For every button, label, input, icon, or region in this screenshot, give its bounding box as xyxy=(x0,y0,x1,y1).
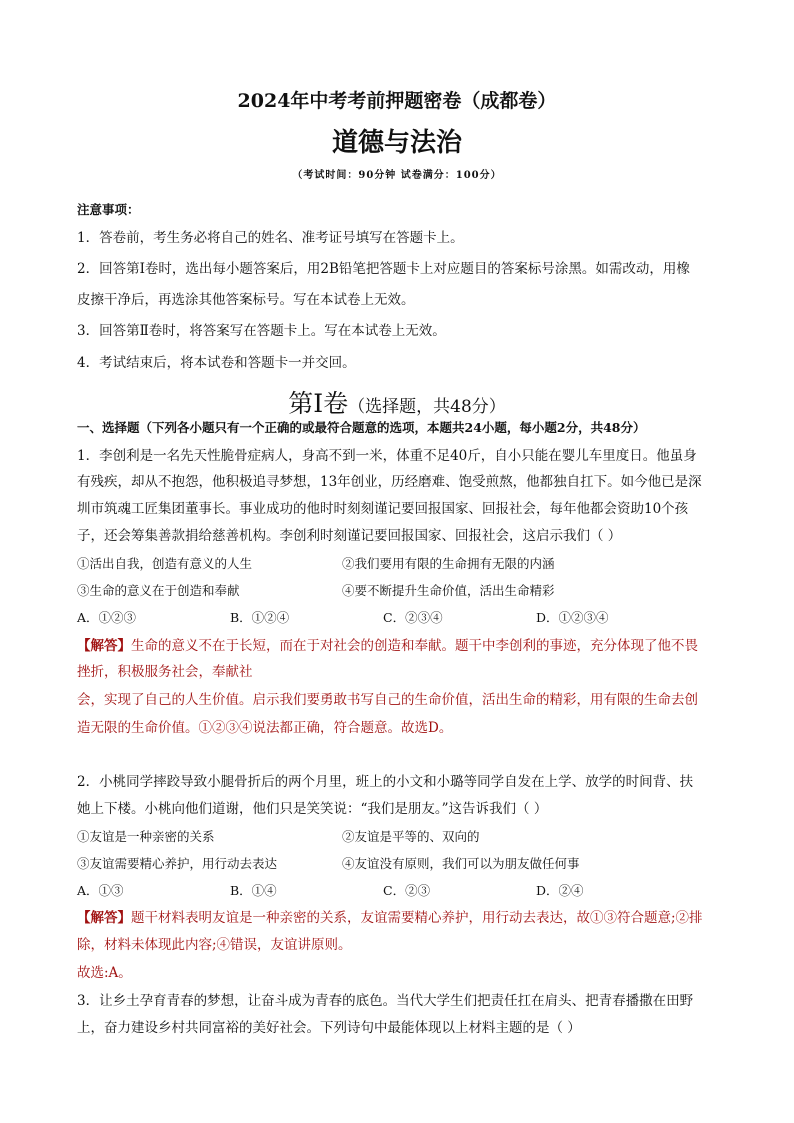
question-2-statement: ①友谊是一种亲密的关系 xyxy=(77,829,215,844)
question-2-option-b: B．①④ xyxy=(230,883,277,898)
question-1-answer-text: 生命的意义不在于长短，而在于对社会的创造和奉献。题干中李创利的事迹，充分体现了他不畏 xyxy=(131,638,698,654)
question-2-stem-line: 她上下楼。小桃向他们道谢，他们只是笑笑说：“我们是朋友。”这告诉我们（ ） xyxy=(77,801,548,817)
question-1-option-b: B．①②④ xyxy=(230,610,290,625)
question-1-answer-line xyxy=(77,636,698,656)
question-1-stem-line: 1．李创利是一名先天性脆骨症病人，身高不到一米，体重不足40斤，自小只能在婴儿车里度日。他虽身 xyxy=(77,448,697,464)
question-1-stem-line: 子，还会筹集善款捐给慈善机构。李创利时刻谨记要回报国家、回报社会，这启示我们（ ） xyxy=(77,528,622,544)
question-3-stem-line: 上，奋力建设乡村共同富裕的美好社会。下列诗句中最能体现以上材料主题的是（ ） xyxy=(77,1020,581,1036)
question-1-answer-line: 会，实现了自己的人生价值。启示我们要勇敢书写自己的生命价值，活出生命的精彩，用有限的生命去创 xyxy=(77,692,698,708)
notice-item: 4．考试结束后，将本试卷和答题卡一并交回。 xyxy=(77,355,356,371)
exam-title: 2024年中考考前押题密卷（成都卷） xyxy=(237,90,557,112)
section-instruction: 一、选择题（下列各小题只有一个正确的或最符合题意的选项，本题共24小题，每小题2分，共48分） xyxy=(77,420,646,435)
question-1-option-d: D．①②③④ xyxy=(536,610,609,625)
question-2-statement: ④友谊没有原则，我们可以为朋友做任何事 xyxy=(342,856,580,871)
question-2-statement: ②友谊是平等的、双向的 xyxy=(342,829,480,844)
question-1-statement: ②我们要用有限的生命拥有无限的内涵 xyxy=(342,556,555,571)
question-2-stem-line: 2．小桃同学摔跤导致小腿骨折后的两个月里，班上的小文和小璐等同学自发在上学、放学的时间背、扶 xyxy=(77,774,694,790)
notice-item: 2．回答第Ⅰ卷时，选出每小题答案后，用2B铅笔把答题卡上对应题目的答案标号涂黑。如需改动，用橡 xyxy=(77,261,690,277)
section-title xyxy=(0,384,794,420)
question-1-statement: ①活出自我，创造有意义的人生 xyxy=(77,556,253,571)
notice-item: 1．答卷前，考生务必将自己的姓名、准考证号填写在答题卡上。 xyxy=(77,230,464,246)
answer-tag: 【解答】 xyxy=(77,638,131,654)
question-1-option-c: C．②③④ xyxy=(383,610,443,625)
question-2-statement: ③友谊需要精心养护，用行动去表达 xyxy=(77,856,278,871)
section-title-sub: （选择题，共48分） xyxy=(348,397,506,417)
exam-info: （考试时间：90分钟 试卷满分：100分） xyxy=(292,170,502,181)
question-1-option-a: A．①②③ xyxy=(77,610,137,625)
notice-item: 皮擦干净后，再选涂其他答案标号。写在本试卷上无效。 xyxy=(77,292,415,308)
answer-tag: 【解答】 xyxy=(77,910,131,926)
question-2-conclusion: 故选:A。 xyxy=(77,965,132,981)
question-2-answer-line: 除，材料未体现此内容;④错误，友谊讲原则。 xyxy=(77,937,352,953)
question-2-option-d: D．②④ xyxy=(536,883,584,898)
question-1-statement: ④要不断提升生命价值，活出生命精彩 xyxy=(342,583,555,598)
subject-title: 道德与法治 xyxy=(331,128,462,158)
question-2-answer-text: 题干材料表明友谊是一种亲密的关系，友谊需要精心养护，用行动去表达，故①③符合题意;②排 xyxy=(131,910,703,926)
question-2-answer-line xyxy=(77,908,703,928)
question-1-stem-line: 圳市筑魂工匠集团董事长。事业成功的他时时刻刻谨记要回报国家、回报社会，每年他都会资助10个孩 xyxy=(77,501,689,517)
question-1-answer-line: 造无限的生命价值。①②③④说法都正确，符合题意。故选D。 xyxy=(77,720,453,736)
question-2-option-a: A．①③ xyxy=(77,883,124,898)
question-1-answer-line: 挫折，积极服务社会，奉献社 xyxy=(77,664,253,680)
question-1-statement: ③生命的意义在于创造和奉献 xyxy=(77,583,240,598)
question-2-option-c: C．②③ xyxy=(383,883,431,898)
question-3-stem-line: 3．让乡土孕育青春的梦想，让奋斗成为青春的底色。当代大学生们把责任扛在肩头、把青春播撒在田野 xyxy=(77,993,694,1009)
notice-heading: 注意事项： xyxy=(77,202,140,217)
notice-item: 3．回答第Ⅱ卷时，将答案写在答题卡上。写在本试卷上无效。 xyxy=(77,323,446,339)
section-title-main: 第Ⅰ卷 xyxy=(288,389,349,418)
question-1-stem-line: 有残疾，却从不抱怨，他积极追寻梦想，13年创业，历经磨难、饱受煎熬，他都独自扛下。如今他已是深 xyxy=(77,474,702,490)
